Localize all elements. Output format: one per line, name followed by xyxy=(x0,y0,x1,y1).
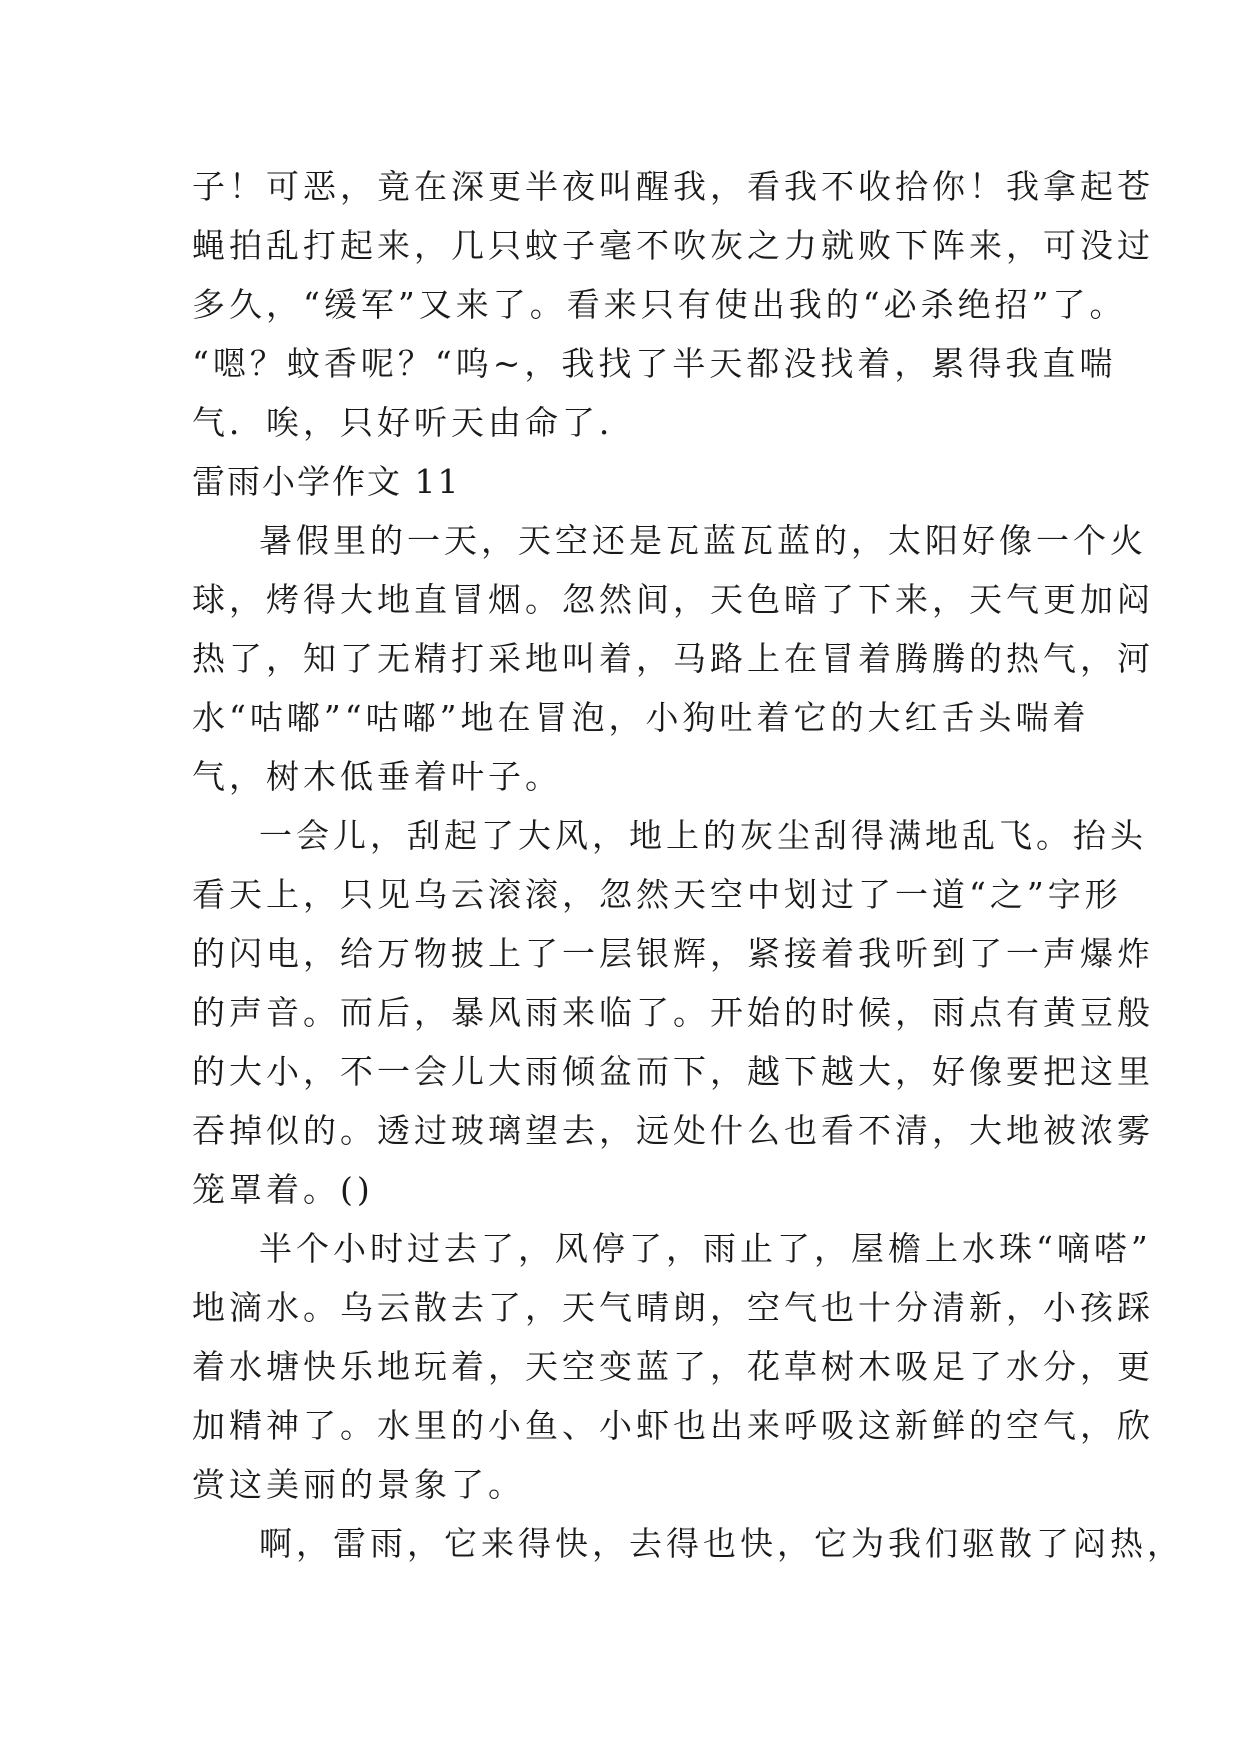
text-line: 气．唉，只好听天由命了． xyxy=(192,403,636,442)
text-line: 着水塘快乐地玩着，天空变蓝了，花草树木吸足了水分，更 xyxy=(192,1347,1154,1386)
text-line: 多久，“缓军”又来了。看来只有使出我的“必杀绝招”了。 xyxy=(192,285,1127,324)
text-line: 吞掉似的。透过玻璃望去，远处什么也看不清，大地被浓雾 xyxy=(192,1111,1154,1150)
text-line: 的大小，不一会儿大雨倾盆而下，越下越大，好像要把这里 xyxy=(192,1052,1154,1091)
text-line: 的闪电，给万物披上了一层银辉，紧接着我听到了一声爆炸 xyxy=(192,934,1154,973)
text-line: 热了，知了无精打采地叫着，马路上在冒着腾腾的热气，河 xyxy=(192,639,1154,678)
text-line: 气，树木低垂着叶子。 xyxy=(192,757,562,796)
paragraph-first-line: 一会儿，刮起了大风，地上的灰尘刮得满地乱飞。抬头 xyxy=(259,816,1147,855)
paragraph-first-line: 半个小时过去了，风停了，雨止了，屋檐上水珠“嘀嗒” xyxy=(259,1229,1152,1268)
text-line: 的声音。而后，暴风雨来临了。开始的时候，雨点有黄豆般 xyxy=(192,993,1154,1032)
text-line: 加精神了。水里的小鱼、小虾也出来呼吸这新鲜的空气，欣 xyxy=(192,1406,1154,1445)
paragraph-first-line: 暑假里的一天，天空还是瓦蓝瓦蓝的，太阳好像一个火 xyxy=(259,521,1147,560)
text-line: “嗯？蚊香呢？“呜~，我找了半天都没找着，累得我直喘 xyxy=(192,344,1117,383)
text-line: 赏这美丽的景象了。 xyxy=(192,1465,525,1504)
text-line: 笼罩着。() xyxy=(192,1170,374,1209)
text-line: 子！可恶，竟在深更半夜叫醒我，看我不收拾你！我拿起苍 xyxy=(192,167,1154,206)
text-line: 蝇拍乱打起来，几只蚊子毫不吹灰之力就败下阵来，可没过 xyxy=(192,226,1154,265)
text-line: 球，烤得大地直冒烟。忽然间，天色暗了下来，天气更加闷 xyxy=(192,580,1154,619)
paragraph-first-line: 啊，雷雨，它来得快，去得也快，它为我们驱散了闷热， xyxy=(259,1524,1184,1563)
text-line: 地滴水。乌云散去了，天气晴朗，空气也十分清新，小孩踩 xyxy=(192,1288,1154,1327)
section-heading: 雷雨小学作文 11 xyxy=(192,462,461,501)
text-line: 看天上，只见乌云滚滚，忽然天空中划过了一道“之”字形 xyxy=(192,875,1122,914)
text-line: 水“咕嘟”“咕嘟”地在冒泡，小狗吐着它的大红舌头喘着 xyxy=(192,698,1090,737)
